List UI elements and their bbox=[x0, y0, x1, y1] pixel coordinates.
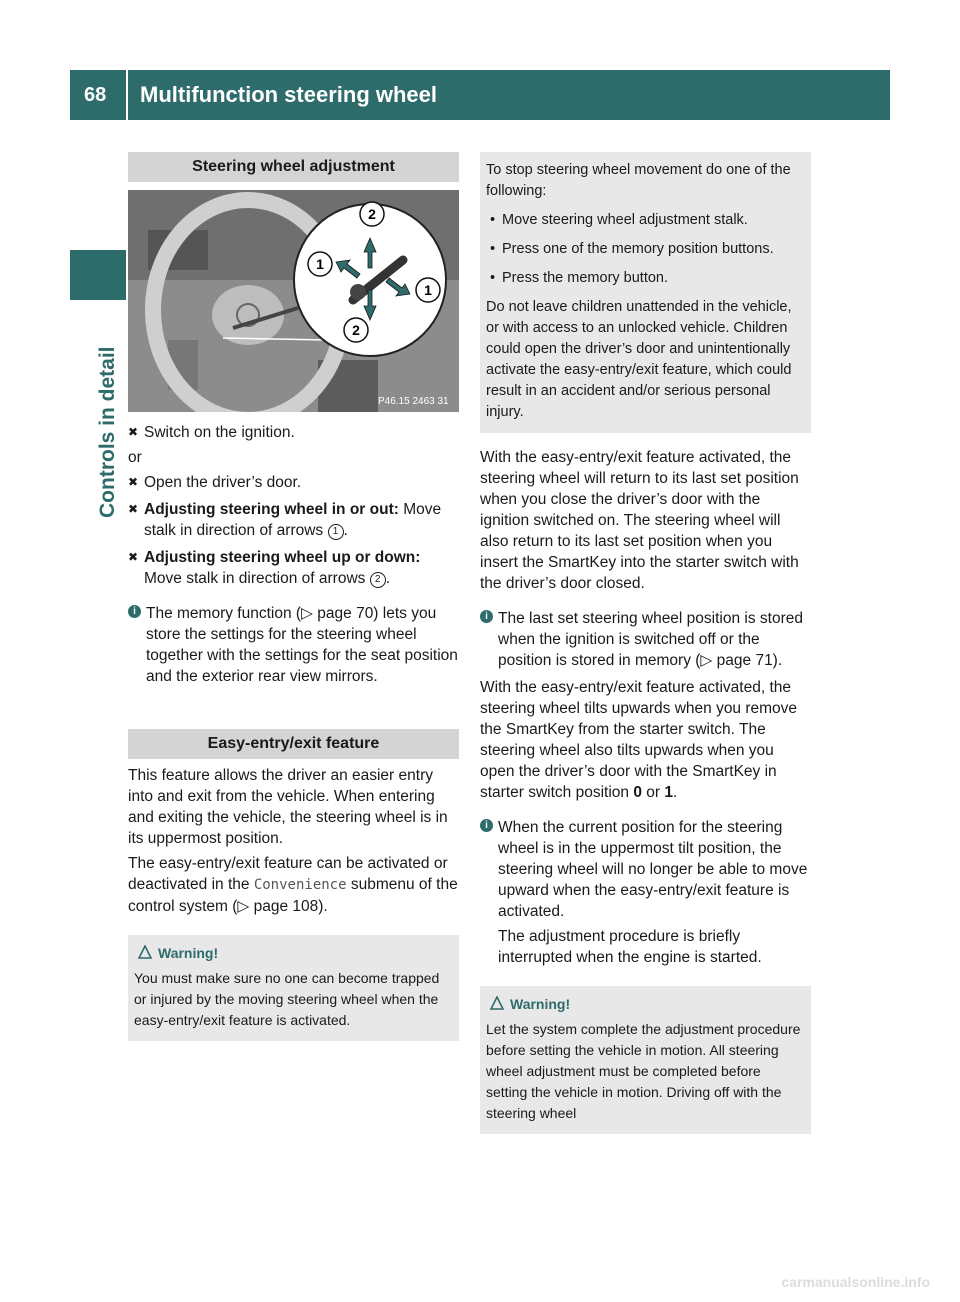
svg-text:2: 2 bbox=[352, 322, 360, 338]
warning-title: Warning! bbox=[486, 994, 805, 1015]
callout-2-bottom bbox=[344, 318, 368, 342]
footer-watermark: carmanualsonline.info bbox=[781, 1274, 930, 1290]
svg-text:1: 1 bbox=[316, 256, 324, 272]
step-or: or bbox=[128, 449, 142, 466]
left-column bbox=[128, 152, 459, 1041]
steering-wheel-figure bbox=[128, 190, 459, 412]
sidebar-label: Controls in detail bbox=[96, 346, 119, 518]
callout-2-top bbox=[360, 202, 384, 226]
callout-ref-2: 2 bbox=[370, 572, 386, 588]
info-icon: i bbox=[480, 819, 493, 832]
callout-ref-1: 1 bbox=[328, 524, 344, 540]
step-open-door: ✖ Open the driver’s door. bbox=[128, 474, 302, 491]
children-warning: Do not leave children unattended in the vehicle, or with access to an unlocked vehicle. Children could open the driver’s door and unintentionally activate the easy-entry/exit feature, which could result in an accident and/or serious personal injury. bbox=[486, 299, 792, 420]
step-arrow-icon: ✖ bbox=[128, 425, 139, 439]
chapter-title: Multifunction steering wheel bbox=[128, 70, 890, 120]
stop-intro: To stop steering wheel movement do one of the following: bbox=[486, 162, 791, 199]
easy-entry-para1: This feature allows the driver an easier entry into and exit from the vehicle. When entering and exiting the vehicle, the steering wheel is in its uppermost position. bbox=[128, 767, 448, 847]
callout-1-left bbox=[308, 252, 332, 276]
easy-entry-para2: The easy-entry/exit feature can be activated or deactivated in the Convenience submenu of the control system (▷ page 108). bbox=[128, 855, 458, 915]
step-arrow-icon: ✖ bbox=[128, 550, 139, 564]
step-in-out: ✖ Adjusting steering wheel in or out: Move stalk in direction of arrows 1 . bbox=[128, 501, 442, 539]
stop-bullet: • Press one of the memory position buttons. bbox=[490, 241, 774, 257]
tilt-para: With the easy-entry/exit feature activated, the steering wheel tilts upwards when you remove the SmartKey from the starter switch. The steering wheel also tilts upwards when you open the driver’s door with the SmartKey in starter switch position 0 or 1. bbox=[480, 679, 798, 801]
step-arrow-icon: ✖ bbox=[128, 502, 139, 516]
info-icon: i bbox=[480, 610, 493, 623]
info-icon: i bbox=[128, 605, 141, 618]
sidebar-section bbox=[70, 300, 126, 520]
warning-box-stop bbox=[480, 152, 811, 433]
figure-code: P46.15 2463 31 bbox=[378, 396, 449, 407]
warning-title: Warning! bbox=[134, 943, 453, 964]
section-title-steering: Steering wheel adjustment bbox=[128, 152, 459, 182]
stop-bullet: • Move steering wheel adjustment stalk. bbox=[490, 212, 748, 228]
info-uppermost: i When the current position for the steering wheel is in the uppermost tilt position, the steering wheel will no longer be able to move upward when the easy-entry/exit feature is activated. The adjustment procedure is briefly interrupted when the engine is started. bbox=[480, 817, 811, 968]
warning-triangle-icon bbox=[490, 996, 504, 1010]
info-memory: i The memory function (▷ page 70) lets you store the settings for the steering wheel together with the settings for the seat position and the exterior rear view mirrors. bbox=[128, 603, 459, 687]
sidebar-marker bbox=[70, 250, 126, 300]
stop-bullet: • Press the memory button. bbox=[490, 270, 669, 286]
page-number: 68 bbox=[70, 70, 126, 120]
info-last-position: i The last set steering wheel position is stored when the ignition is switched off or the position is stored in memory (▷ page 71). bbox=[480, 608, 811, 671]
warning-text: You must make sure no one can become trapped or injured by the moving steering wheel when the easy-entry/exit feature is activated. bbox=[134, 970, 440, 1028]
svg-text:2: 2 bbox=[368, 206, 376, 222]
step-ignition: ✖ Switch on the ignition. bbox=[128, 424, 295, 441]
warning-box-right bbox=[480, 986, 811, 1134]
callout-1-right bbox=[416, 278, 440, 302]
return-para: With the easy-entry/exit feature activated, the steering wheel will return to its last set position when you close the driver’s door with the ignition switched on. The steering wheel will also return to its last set position when you insert the SmartKey into the starter switch with the driver’s door closed. bbox=[480, 449, 799, 592]
step-up-down: ✖ Adjusting steering wheel up or down: Move stalk in direction of arrows 2 . bbox=[128, 549, 421, 587]
step-arrow-icon: ✖ bbox=[128, 475, 139, 489]
warning-box-left bbox=[128, 935, 459, 1041]
warning-triangle-icon bbox=[138, 945, 152, 959]
right-column bbox=[480, 152, 811, 1134]
section-title-easy-entry: Easy-entry/exit feature bbox=[128, 729, 459, 759]
svg-text:1: 1 bbox=[424, 282, 432, 298]
warning-text: Let the system complete the adjustment procedure before setting the vehicle in motion. All steering wheel adjustment must be completed before setting the vehicle in motion. Driving off with the steering wheel bbox=[486, 1021, 801, 1121]
